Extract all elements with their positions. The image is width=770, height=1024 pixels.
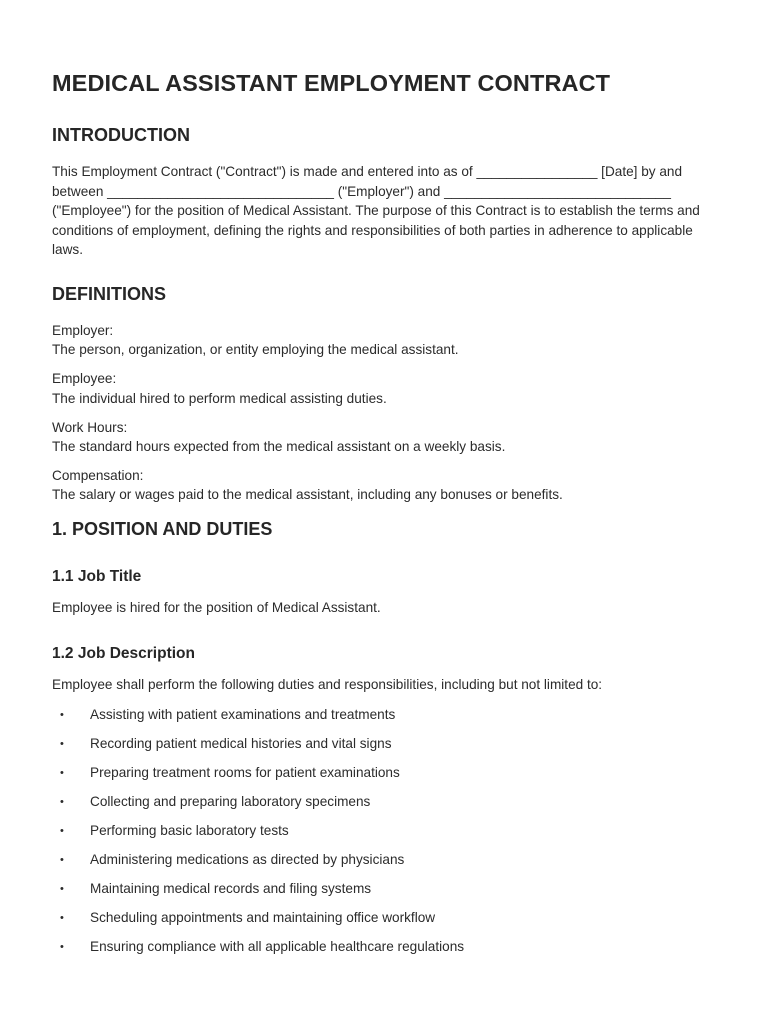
duty-text: Ensuring compliance with all applicable healthcare regulations — [90, 938, 465, 954]
definition-item — [52, 369, 710, 407]
duty-text: Preparing treatment rooms for patient examinations — [90, 764, 400, 780]
document-title: MEDICAL ASSISTANT EMPLOYMENT CONTRACT — [52, 70, 611, 96]
duty-text: Recording patient medical histories and vital signs — [90, 735, 392, 751]
definitions-list — [52, 321, 710, 505]
job-title-text: Employee is hired for the position of Medical Assistant. — [52, 599, 381, 615]
duty-text: Performing basic laboratory tests — [90, 822, 289, 838]
duty-text: Scheduling appointments and maintaining office workflow — [90, 909, 436, 925]
introduction-paragraph: This Employment Contract ("Contract") is made and entered into as of ________________ [Date] by and between ______________________________ ("Employer") and ______________________________ ("Employee") for the position of Medical Assistant. The purpose of this Contract is to establish the terms and conditions of employment, defining the rights and responsibilities of both parties in adherence to applicable laws. — [52, 164, 700, 258]
bullet-icon: • — [60, 766, 64, 779]
duty-text: Assisting with patient examinations and treatments — [90, 706, 396, 722]
duties-list — [52, 705, 710, 966]
duty-text: Administering medications as directed by physicians — [90, 851, 405, 867]
position-duties-heading: 1. POSITION AND DUTIES — [52, 518, 273, 539]
definition-term: Compensation: — [52, 468, 144, 484]
bullet-icon: • — [60, 795, 64, 808]
duty-text: Maintaining medical records and filing systems — [90, 880, 372, 896]
definition-term: Work Hours: — [52, 419, 128, 435]
list-item — [52, 908, 710, 937]
definition-text: The person, organization, or entity employing the medical assistant. — [52, 342, 459, 358]
introduction-heading: INTRODUCTION — [52, 125, 190, 145]
duty-text: Collecting and preparing laboratory specimens — [90, 793, 371, 809]
list-item — [52, 937, 710, 966]
definition-item — [52, 418, 710, 456]
list-item — [52, 879, 710, 908]
job-description-text: Employee shall perform the following duties and responsibilities, including but not limited to: — [52, 677, 603, 693]
definition-item — [52, 466, 710, 504]
definitions-heading: DEFINITIONS — [52, 283, 167, 304]
list-item — [52, 792, 710, 821]
job-description-heading: 1.2 Job Description — [52, 645, 195, 663]
definition-item — [52, 321, 710, 359]
bullet-icon: • — [60, 824, 64, 837]
definition-term: Employer: — [52, 322, 114, 338]
job-title-heading: 1.1 Job Title — [52, 567, 142, 585]
bullet-icon: • — [60, 737, 64, 750]
list-item — [52, 734, 710, 763]
bullet-icon: • — [60, 940, 64, 953]
list-item — [52, 821, 710, 850]
list-item — [52, 763, 710, 792]
bullet-icon: • — [60, 853, 64, 866]
bullet-icon: • — [60, 911, 64, 924]
list-item — [52, 850, 710, 879]
bullet-icon: • — [60, 882, 64, 895]
definition-text: The salary or wages paid to the medical assistant, including any bonuses or benefits. — [52, 487, 563, 503]
definition-text: The standard hours expected from the medical assistant on a weekly basis. — [52, 438, 506, 454]
definition-term: Employee: — [52, 371, 117, 387]
definition-text: The individual hired to perform medical assisting duties. — [52, 390, 387, 406]
list-item — [52, 705, 710, 734]
bullet-icon: • — [60, 708, 64, 721]
